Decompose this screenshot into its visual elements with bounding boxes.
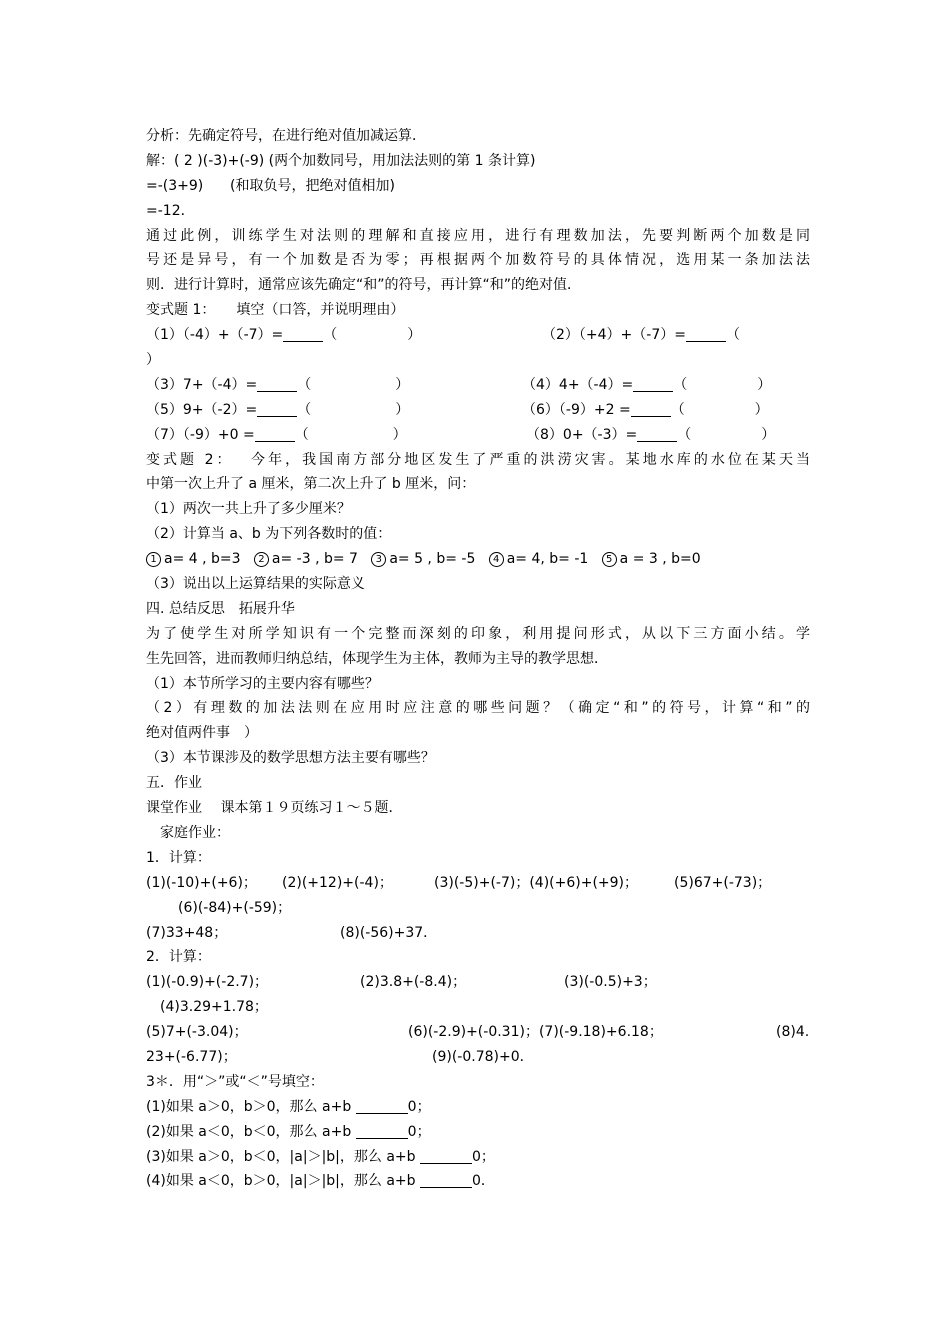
variant1-row xyxy=(146,323,810,348)
fill-item: (1)如果 a＞0，b＞0，那么 a+b 0； xyxy=(146,1098,431,1115)
variant2-line: 变式题 2： 今年，我国南方部分地区发生了严重的洪涝灾害。某地水库的水位在某天当 xyxy=(146,451,810,468)
exercise-row xyxy=(146,970,810,995)
variant2-question: （3）说出以上运算结果的实际意义 xyxy=(146,576,365,593)
section-heading: 五．作业 xyxy=(146,775,202,792)
solution-step xyxy=(146,174,810,199)
exercise-item: (7)33+48； xyxy=(146,924,228,941)
exercise-item: 23+(-6.77)； xyxy=(146,1048,237,1065)
exercise-item: （2）（+4）+（-7）= （ xyxy=(542,327,740,344)
value-pair: 3 a= 5 , b= -5 xyxy=(371,551,475,567)
answer-blank xyxy=(637,427,677,442)
exercise-item: (1)(-10)+(+6)； xyxy=(146,874,257,891)
summary-line: 生先回答，进而教师归纳总结，体现学生为主体，教师为主导的教学思想． xyxy=(146,650,608,667)
step-expression: =-(3+9) xyxy=(146,177,204,194)
answer-blank xyxy=(686,327,726,342)
homework-line: 家庭作业： xyxy=(146,824,230,841)
solution-result: =-12． xyxy=(146,202,195,219)
answer-blank xyxy=(257,377,297,392)
exercise-item: （6）（-9）+2 = （ ） xyxy=(522,401,769,418)
summary-question: （3）本节课涉及的数学思想方法主要有哪些？ xyxy=(146,750,435,767)
classwork-line: 课堂作业 课本第１９页练习１～５题． xyxy=(146,800,403,817)
answer-blank xyxy=(633,377,673,392)
variant2-question: （1）两次一共上升了多少厘米？ xyxy=(146,501,351,518)
exercise-title: 3＊．用“＞”或“＜”号填空： xyxy=(146,1073,324,1090)
exercise-item: (4)3.29+1.78； xyxy=(160,999,268,1016)
fill-item: (2)如果 a＜0，b＜0，那么 a+b 0； xyxy=(146,1123,431,1140)
section-heading: 四. 总结反思 拓展升华 xyxy=(146,600,295,617)
exercise-item: (8)(-56)+37． xyxy=(340,924,438,941)
circled-number: 4 xyxy=(489,552,504,567)
answer-blank xyxy=(257,402,297,417)
paragraph-line: 通过此例，训练学生对法则的理解和直接应用，进行有理数加法，先要判断两个加数是同 xyxy=(146,227,810,244)
exercise-item: (5)7+(-3.04)； xyxy=(146,1024,248,1041)
answer-blank xyxy=(356,1099,408,1114)
answer-blank xyxy=(631,402,671,417)
paragraph-line: 则．进行计算时，通常应该先确定“和”的符号，再计算“和”的绝对值． xyxy=(146,277,582,294)
exercise-row xyxy=(146,995,810,1020)
exercise-title: 1．计算： xyxy=(146,849,211,866)
exercise-item: （8）0+（-3）= （ ） xyxy=(526,426,776,443)
circled-number: 3 xyxy=(371,552,386,567)
summary-line: 为了使学生对所学知识有一个完整而深刻的印象，利用提问形式，从以下三方面小结。学 xyxy=(146,625,810,642)
value-pair: 1 a= 4 , b=3 xyxy=(146,551,241,567)
circled-number: 1 xyxy=(146,552,161,567)
circled-number: 2 xyxy=(254,552,269,567)
exercise-item: (8)4. xyxy=(776,1024,810,1041)
exercise-item: (9)(-0.78)+0． xyxy=(432,1048,534,1065)
summary-question: （1）本节所学习的主要内容有哪些？ xyxy=(146,675,379,692)
summary-question: （2）有理数的加法法则在应用时应注意的哪些问题？（确定“和”的符号，计算“和”的 xyxy=(146,700,810,717)
fill-item: (3)如果 a＞0，b＜0，|a|＞|b|，那么 a+b 0； xyxy=(146,1148,495,1165)
exercise-item: (1)(-0.9)+(-2.7)； xyxy=(146,974,269,991)
circled-number: 5 xyxy=(602,552,617,567)
exercise-item: （5）9+（-2）= （ ） xyxy=(146,401,410,418)
answer-blank xyxy=(420,1149,472,1164)
exercise-item: （1）（-4）+（-7）= （ ） xyxy=(146,327,422,344)
document-content xyxy=(146,124,810,1194)
value-pair: 5 a = 3 , b=0 xyxy=(602,551,701,567)
step-note: (和取负号，把绝对值相加) xyxy=(230,177,395,194)
exercise-row xyxy=(146,871,810,896)
exercise-item: (2)(+12)+(-4)； xyxy=(282,874,393,891)
summary-question: 绝对值两件事 ） xyxy=(146,725,258,742)
exercise-item: (5)67+(-73)； xyxy=(674,874,772,891)
variant2-values xyxy=(146,547,810,572)
variant2-question: （2）计算当 a、b 为下列各数时的值： xyxy=(146,526,392,543)
variant1-row: ） xyxy=(146,352,160,369)
exercise-row xyxy=(146,1045,810,1070)
exercise-title: 2．计算： xyxy=(146,949,211,966)
solution-line: 解：( 2 )(-3)+(-9) (两个加数同号，用加法法则的第 1 条计算) xyxy=(146,152,536,169)
variant1-title: 变式题 1： 填空（口答，并说明理由） xyxy=(146,302,405,319)
variant1-row xyxy=(146,373,810,398)
exercise-item: (3)(-5)+(-7)；(4)(+6)+(+9)； xyxy=(434,874,639,891)
exercise-item: (2)3.8+(-8.4)； xyxy=(360,974,467,991)
exercise-row xyxy=(146,896,810,921)
analysis-line: 分析：先确定符号，在进行绝对值加减运算． xyxy=(146,128,426,144)
answer-blank xyxy=(420,1173,472,1188)
variant1-row xyxy=(146,398,810,423)
exercise-item: (3)(-0.5)+3； xyxy=(564,974,657,991)
exercise-row xyxy=(146,921,810,946)
variant1-row xyxy=(146,423,810,448)
value-pair: 4 a= 4, b= -1 xyxy=(489,551,589,567)
exercise-item: （3）7+（-4）= （ ） xyxy=(146,376,410,393)
value-pair: 2 a= -3 , b= 7 xyxy=(254,551,358,567)
paragraph-line: 号还是异号，有一个加数是否为零；再根据两个加数符号的具体情况，选用某一条加法法 xyxy=(146,252,810,269)
answer-blank xyxy=(356,1124,408,1139)
exercise-item: （7）（-9）+0 = （ ） xyxy=(146,426,407,443)
exercise-item: （4）4+（-4）= （ ） xyxy=(522,376,772,393)
exercise-row xyxy=(146,1020,810,1045)
variant2-line: 中第一次上升了 a 厘米，第二次上升了 b 厘米，问： xyxy=(146,476,476,493)
answer-blank xyxy=(255,427,295,442)
answer-blank xyxy=(283,327,323,342)
exercise-item: (6)(-2.9)+(-0.31)；(7)(-9.18)+6.18； xyxy=(408,1024,663,1041)
exercise-item: (6)(-84)+(-59)； xyxy=(178,899,292,916)
fill-item: (4)如果 a＜0，b＞0，|a|＞|b|，那么 a+b 0． xyxy=(146,1173,495,1190)
